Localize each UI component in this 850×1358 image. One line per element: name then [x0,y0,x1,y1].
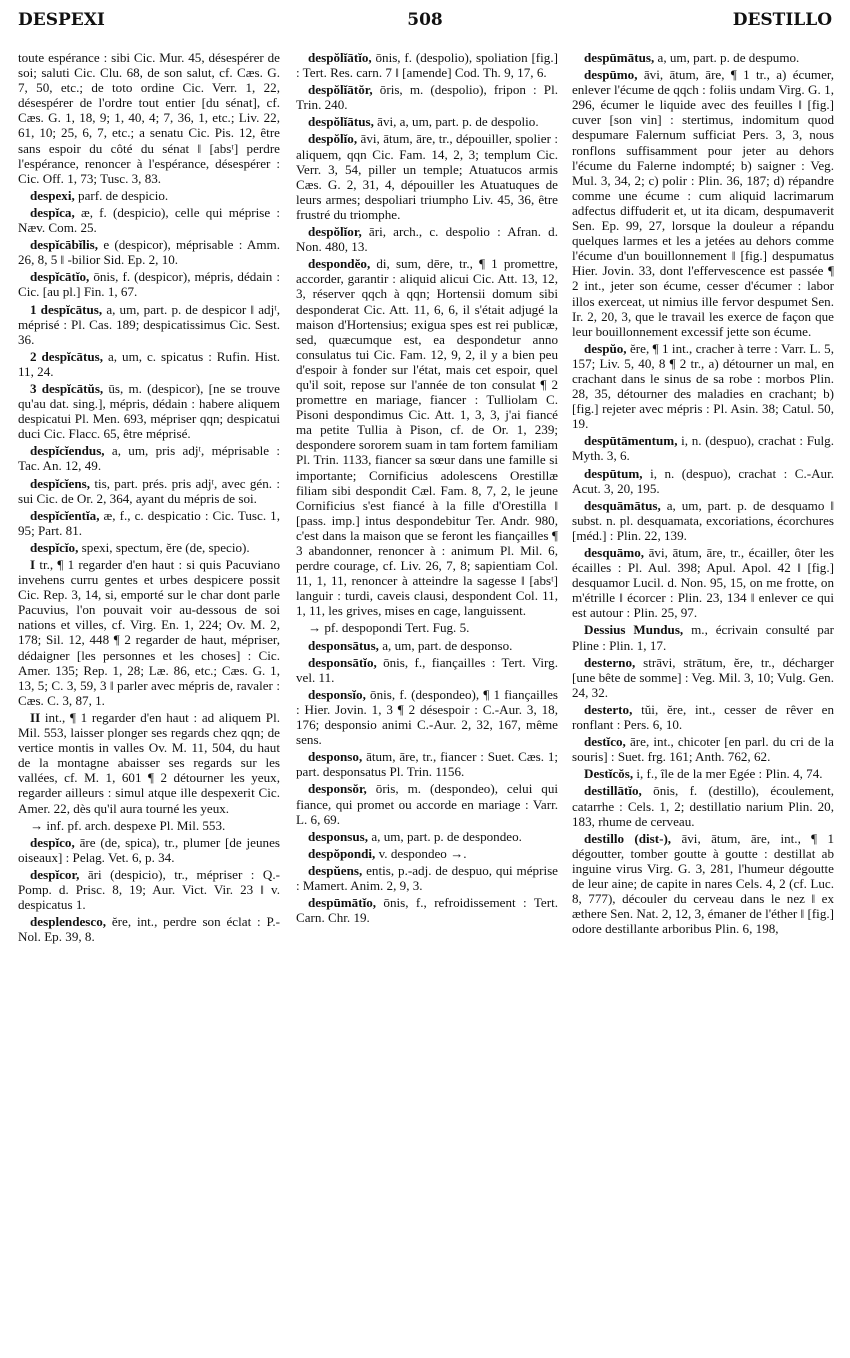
page-number: 508 [407,10,443,30]
dictionary-entry [18,237,280,267]
entry-headword: despŏlĭātŏr, [308,82,373,98]
dictionary-entry [572,734,834,764]
entry-definition: ōris, m. (despondeo), celui qui fiance, qui promet ou accorde en mariage : Varr. L. 6, 69. [296,781,558,827]
entry-definition: pf. despopondi Tert. Fug. 5. [324,620,470,636]
dictionary-entry [572,766,834,781]
dictionary-entry [296,82,558,112]
entry-definition: āri, arch., c. despolio : Afran. d. Non. 480, 13. [296,224,558,255]
entry-definition: e (despicor), méprisable : Amm. 26, 8, 5 ‖ -bilior Sid. Ep. 2, 10. [18,237,280,268]
entry-headword: despĭcĭens, [30,475,91,491]
entry-definition: āvi, ātum, āre, tr., écailler, ôter les écailles : Pl. Aul. 398; Apul. Apol. 42 ‖ [fig.] desquamor Lucil. d. Non. 95, 15, on me frotte, on m'étrille ‖ écorcer : Plin. 23, 134 ‖ enlever ce qui est autour : Plin. 25, 97. [572,545,834,621]
dictionary-entry [18,476,280,506]
entry-headword: despexi, [30,187,75,203]
entry-definition: tis, part. prés. pris adjᵗ, avec gén. : sui Cic. de Or. 2, 364, ayant du mépris de soi. [18,475,280,506]
dictionary-entry [296,131,558,222]
entry-definition: entis, p.-adj. de despuo, qui méprise : Mamert. Anim. 2, 9, 3. [296,862,558,893]
dictionary-entry [18,381,280,441]
entry-definition: v. despondeo →. [378,845,467,861]
entry-headword: despūtum, [584,465,643,481]
dictionary-entry [572,545,834,620]
entry-definition: ōnis, f. (destillo), écoulement, catarrhe : Cels. 1, 2; destillatio narium Plin. 20, 183, rhume de cerveau. [572,783,834,829]
entry-headword: Destĭcŏs, [584,766,634,782]
entry-headword: despŏlĭātĭo, [308,50,372,65]
entry-definition: āre (de, spica), tr., plumer [de jeunes oiseaux] : Pelag. Vet. 6, p. 34. [18,834,280,865]
entry-definition: inf. pf. arch. despexe Pl. Mil. 553. [46,817,226,833]
entry-headword: desponsātĭo, [308,654,377,670]
entry-definition: ōnis, f. (despicor), mépris, dédain : Cic. [au pl.] Fin. 1, 67. [18,269,280,300]
dictionary-entry [18,188,280,203]
entry-headword: → [30,817,44,833]
entry-definition: āre, int., chicoter [en parl. du cri de la souris] : Suet. frg. 161; Anth. 762, 62. [572,734,834,765]
entry-definition: ōnis, f. (despondeo), ¶ 1 fiançailles : Hier. Jovin. 1, 3 ¶ 2 désespoir : C.-Aur. 3, 18, 176; desponsio animi C.-Aur. 2, 32, 167, même sens. [296,686,558,748]
entry-definition: int., ¶ 1 regarder d'en haut : ad aliquem Pl. Mil. 553, laisser plonger ses regards chez qqn; de vertice montis in valles Ov. M. 11, 504, du haut de la montagne abaisser ses regards sur les vallées, cf. M. 1, 601 ¶ 2 détourner les yeux, regarder ailleurs : simul atque ille despexerit Cic. Amer. 22, dès qu'il aura tourné les yeux. [18,709,280,816]
entry-headword: despŭens, [308,862,363,878]
entry-headword: desponsus, [308,828,369,844]
entry-headword: despĭca, [30,204,75,220]
dictionary-entry [296,50,558,80]
entry-headword: despĭcĭo, [30,539,79,555]
entry-headword: despūmātĭo, [308,895,377,911]
entry-headword: desplendesco, [30,914,107,930]
dictionary-entry [296,638,558,653]
entry-headword: desterno, [584,654,636,670]
dictionary-entry [572,67,834,339]
dictionary-entry [18,710,280,816]
dictionary-entry [572,341,834,432]
entry-headword: desterto, [584,701,633,717]
entry-headword: despūmātus, [584,50,655,65]
entry-definition: a, um, part. p. de despicor ‖ adjᵗ, méprisé : Pl. Cas. 189; despicatissimus Cic. Sest. 36. [18,301,280,347]
entry-definition: i, f., île de la mer Egée : Plin. 4, 74. [636,766,823,782]
entry-headword: despĭcor, [30,866,80,882]
dictionary-entry [18,557,280,708]
entry-definition: a, um, pris adjᵗ, méprisable : Tac. An. 12, 49. [18,443,280,474]
entry-definition: parf. de despicio. [78,187,169,203]
dictionary-entry [296,781,558,826]
dictionary-entry [18,269,280,299]
column-left [18,50,280,1350]
entry-headword: desponso, [308,749,363,765]
entry-headword: destillātĭo, [584,783,642,799]
entry-headword: 1 despĭcātus, [30,301,103,317]
entry-headword: despŏlĭo, [308,131,358,147]
dictionary-entry [18,302,280,347]
dictionary-entry [18,508,280,538]
entry-definition: āvi, ātum, āre, ¶ 1 tr., a) écumer, enlever l'écume de qqch : foliis undam Virg. G. 1, 296, écumer le liquide avec des feuilles ‖ [fig.] cuver [son vin] : stertimus, indomitum quod despumare Falernum sufficiat Pers. 3, 3, nous ronflons suffisamment pour jeter au dehors l'écume du Falerne indompté; b) saigner : Veg. Mul. 3, 34, 2; c) polir : Plin. 36, 187; d) répandre comme une écume : cum aliquid lacrimarum adfectus diffuderit et, ut ita dicam, despumaverit Sen. Ep. 99, 27, lorsque la douleur a répandu quelques larmes et les a jetées au dehors comme l'écume d'un bouillonnement ‖ [fig.] despumatus Hier. Jovin. 33, dont l'effervescence est passée ¶ 2 int., jeter son écume, cesser d'écumer : labor illos exerceat, ut nimius ille fervor despumet Sen. Ir. 2, 20, 3, que le travail les exerce de façon que leur bouillonnement excessif jette son écume. [572,67,834,339]
entry-headword: desponsātus, [308,637,379,653]
entry-definition: a, um, part. p. de desquamo ‖ subst. n. pl. desquamata, excoriations, écorchures [méd.] : Plin. 22, 139. [572,497,834,543]
entry-headword: despĭcābĭlis, [30,237,99,253]
dictionary-entry [18,540,280,555]
entry-definition: ōris, m. (despolio), fripon : Pl. Trin. 240. [296,82,558,113]
page-header [18,10,832,40]
entry-headword: despĭcĭendus, [30,443,105,459]
entry-headword: despŏpondi, [308,845,376,861]
entry-definition: æ, f. (despicio), celle qui méprise : Næv. Com. 25. [18,204,280,236]
entry-headword: Dessius Mundus, [584,622,684,638]
dictionary-entry [18,818,280,833]
dictionary-entry [572,466,834,496]
header-left-guideword: DESPEXI [18,10,105,30]
dictionary-entry [572,831,834,937]
entry-definition: āvi, ātum, āre, int., ¶ 1 dégoutter, tomber goutte à goutte : destillat ab inguine virus Virg. G. 3, 281, l'humeur dégoutte de leur aine; de capite in nares Cels. 4, 2 (cf. Luc. 8, 777), découler du cerveau dans le nez ‖ ex æthere Sen. Nat. 2, 12, 3, émaner de l'éther ‖ [fig.] odore destillante arboribus Plin. 6, 198, [572,830,834,937]
entry-headword: → [308,620,322,636]
dictionary-entry [296,829,558,844]
dictionary-entry [572,622,834,652]
dictionary-entry [572,50,834,65]
entry-definition: æ, f., c. despicatio : Cic. Tusc. 1, 95; Part. 81. [18,507,280,538]
entry-definition: a, um, part. p. de despumo. [657,50,800,65]
entry-headword: II [30,709,41,725]
entry-definition: a, um, part. p. de despondeo. [371,828,522,844]
dictionary-entry [296,655,558,685]
dictionary-entry [296,224,558,254]
dictionary-entry [296,620,558,635]
dictionary-entry [572,702,834,732]
dictionary-entry [296,895,558,925]
column-middle [296,50,558,1350]
entry-definition: ōnis, f., fiançailles : Tert. Virg. vel. 11. [296,654,558,685]
entry-headword: despŏlĭor, [308,224,362,240]
dictionary-entry [18,835,280,865]
entry-definition: ĕre, int., perdre son éclat : P.-Nol. Ep. 39, 8. [18,914,280,945]
entry-definition: di, sum, dēre, tr., ¶ 1 promettre, accorder, garantir : aliquid alicui Cic. Att. 13, 12, 3, réserver qqch à qqn; Hortensii domum sibi desponderat Cic. Att. 11, 6, 6, il s'était adjugé la maison d'Hortensius; exigua spes est rei publicæ, sed, quæcumque est, ea despondetur anno consulatus tui Cic. Fam. 12, 9, 2, il y a bien peu d'espoir à fonder sur l'état, mais cet espoir, quel qu'il soit, repose sur l'année de ton consulat ¶ 2 promettre en mariage, fiancer : Tulliolam C. Pisoni despondimus Cic. Att. 1, 3, 3, j'ai fiancé ma petite Tullia à Pison, cf. de Or. 1, 239; despondere sororem suam in tam fortem familiam Pl. Trin. 1133, fiancer sa sœur dans une famille si importante; Cornificius adolescens Orestillæ filiam sibi despondit Cæl. Fam. 8, 7, 2, le jeune Cornificius s'est fiancé à la fille d'Orestilla ‖ [pass. imp.] intus despondebitur Ter. Andr. 980, c'est dans la maison que se feront les fiançailles ¶ 3 abandonner, renoncer à : animum Pl. Mil. 6, perdre courage, cf. Liv. 26, 7, 8; sapientiam Col. 11, 1, 11, renoncer à atteindre la sagesse ‖ [absᵗ] languir : turdi, caveis clausi, despondent Col. 11, 1, 11, les grives, mises en cage, languissent. [296,256,558,619]
entry-definition: ōnis, f. (despolio), spoliation [fig.] : Tert. Res. carn. 7 ‖ [amende] Cod. Th. 9, 17, 6. [296,50,558,81]
entry-headword: despūtāmentum, [584,433,678,449]
entry-definition: āvi, ātum, āre, tr., dépouiller, spolier : aliquem, qqn Cic. Fam. 14, 2, 3; templum Cic. Verr. 3, 54, piller un temple; Atuatucos armis Cæs. G. 2, 31, 4, dépouiller les Atuatuques de leurs armes; despoliari triumpho Liv. 45, 36, être frustré du triomphe. [296,131,558,222]
entry-definition: ōnis, f., refroidissement : Tert. Carn. Chr. 19. [296,895,558,926]
dictionary-entry [296,863,558,893]
dictionary-entry [18,349,280,379]
entry-definition: toute espérance : sibi Cic. Mur. 45, désespérer de soi; saluti Cic. Clu. 68, de son salut, cf. Cæs. G. 7, 50, etc.; de toto ordine Cic. Verr. 1, 22, désespérer de l'ordre tout entier [du sénat], cf. Cæs. G. 1, 18, 9; 1, 40, 4; 7, 36, 1, etc.; Liv. 22, 61, 10; 25, 6, 7, etc.; a senatu Cic. Pis. 12, être sans espoir du côté du sénat ‖ [absᵗ] perdre l'espérance, renoncer à l'espérance, désespérer : Cic. Off. 1, 73; Tusc. 3, 83. [18,50,280,186]
entry-headword: despŏlĭātus, [308,114,374,130]
dictionary-entry [18,205,280,235]
entry-headword: desquāmātus, [584,497,661,513]
entry-definition: i, n. (despuo), crachat : C.-Aur. Acut. 3, 20, 195. [572,465,834,496]
dictionary-entry [296,256,558,618]
entry-headword: despondĕo, [308,256,371,272]
header-right-guideword: DESTILLO [732,10,832,30]
entry-headword: despūmo, [584,67,638,83]
entry-headword: I [30,557,36,572]
dictionary-entry [18,443,280,473]
dictionary-entry [296,687,558,747]
entry-definition: a, um, part. de desponso. [382,637,513,653]
entry-headword: desquāmo, [584,545,645,560]
entry-definition: ātum, āre, tr., fiancer : Suet. Cæs. 1; part. desponsatus Pl. Trin. 1156. [296,749,558,780]
entry-definition: a, um, c. spicatus : Rufin. Hist. 11, 24. [18,348,280,379]
entry-definition: spexi, spectum, ĕre (de, specio). [81,539,250,555]
entry-definition: āvi, a, um, part. p. de despolio. [377,114,539,130]
dictionary-entry [296,749,558,779]
entry-definition: tr., ¶ 1 regarder d'en haut : si quis Pacuviano invehens curru gentes et urbes despicere possit Cic. Rep. 3, 14, si, emporté sur le char dont parle Pacuvius, l'on pouvait voir au-dessous de soi nations et villes, cf. Virg. En. 1, 224; Ov. M. 2, 178; Sil. 12, 448 ¶ 2 regarder de haut, mépriser, dédaigner [les personnes et les choses] : Cic. Amer. 135; Rep. 1, 28; Læ. 86, etc.; Cæs. G. 1, 13, 5; C. 3, 59, 3 ‖ parler avec mépris de, ravaler : Cæs. C. 3, 87, 1. [18,557,280,708]
entry-definition: m., écrivain consulté par Pline : Plin. 1, 17. [572,622,834,653]
entry-headword: despŭo, [584,340,627,356]
dictionary-entry [18,867,280,912]
entry-definition: tŭi, ĕre, int., cesser de rêver en ronflant : Pers. 6, 10. [572,701,834,733]
entry-headword: destillo (dist-), [584,830,672,846]
dictionary-entry [572,498,834,543]
entry-headword: 3 despĭcātŭs, [30,380,104,396]
entry-definition: āri (despicio), tr., mépriser : Q.-Pomp. d. Prisc. 8, 19; Aur. Vict. Vir. 23 ‖ v. despicatus 1. [18,866,280,913]
entry-definition: i, n. (despuo), crachat : Fulg. Myth. 3, 6. [572,433,834,464]
dictionary-entry [18,914,280,944]
entry-headword: desponsŏr, [308,781,367,797]
entry-headword: destĭco, [584,734,626,750]
column-right [572,50,834,1350]
dictionary-entry [572,433,834,463]
dictionary-entry [296,114,558,129]
dictionary-entry [572,783,834,828]
entry-definition: ĕre, ¶ 1 int., cracher à terre : Varr. L. 5, 157; Liv. 5, 40, 8 ¶ 2 tr., a) détourner un mal, en crachant dans le sinus de sa robe : morbos Plin. 28, 35, détourner des maladies en crachant; b) [fig.] rejeter avec mépris : Pl. Asin. 38; Catul. 50, 19. [572,340,834,432]
dictionary-entry [572,655,834,700]
entry-definition: strāvi, strātum, ĕre, tr., décharger [une bête de somme] : Veg. Mil. 3, 10; Vulg. Gen. 24, 32. [572,654,834,700]
dictionary-entry [296,846,558,861]
entry-headword: despĭco, [30,834,75,850]
entry-headword: despĭcĭentĭa, [30,507,100,523]
entry-definition: ūs, m. (despicor), [ne se trouve qu'au dat. sing.], mépris, dédain : habere aliquem despicatui Pl. Men. 693, mépriser qqn; despicatui duci Cic. Flacc. 65, être méprisé. [18,380,280,442]
entry-headword: desponsĭo, [308,686,366,702]
entry-headword: 2 despĭcātus, [30,348,103,364]
dictionary-entry [18,50,280,186]
entry-headword: despĭcātĭo, [30,269,90,285]
